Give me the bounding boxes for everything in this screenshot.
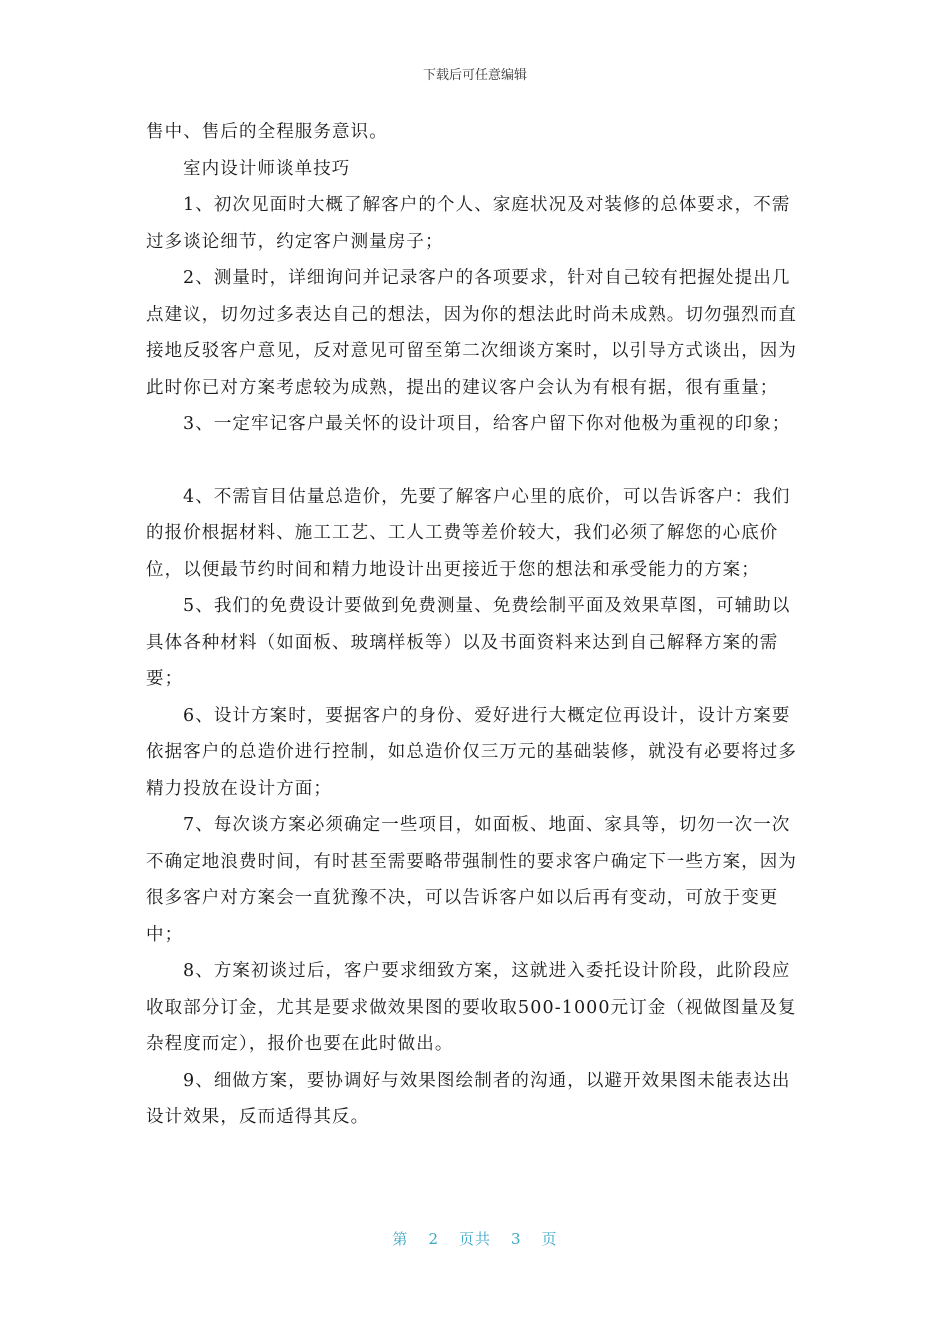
page-footer — [0, 1229, 950, 1249]
section-title: 室内设计师谈单技巧 — [183, 158, 351, 179]
footer-prefix: 第 — [392, 1230, 409, 1248]
footer-middle: 页共 — [458, 1230, 491, 1248]
paragraph-tip-9: 9、细做方案，要协调好与效果图绘制者的沟通，以避开效果图未能表达出设计效果，反而适得其反。 — [146, 1070, 791, 1127]
paragraph-tip-6: 6、设计方案时，要据客户的身份、爱好进行大概定位再设计，设计方案要依据客户的总造价进行控制，如总造价仅三万元的基础装修，就没有必要将过多精力投放在设计方面； — [146, 705, 797, 799]
page-header: 下载后可任意编辑 — [422, 68, 527, 83]
paragraph-tip-1: 1、初次见面时大概了解客户的个人、家庭状况及对装修的总体要求，不需过多谈论细节，约定客户测量房子； — [146, 195, 791, 252]
footer-suffix: 页 — [541, 1230, 558, 1248]
footer-total-pages: 3 — [511, 1230, 522, 1248]
paragraph-tip-3: 3、一定牢记客户最关怀的设计项目，给客户留下你对他极为重视的印象； — [183, 414, 791, 434]
paragraph-tip-5: 5、我们的免费设计要做到免费测量、免费绘制平面及效果草图，可辅助以具体各种材料（如面板、玻璃样板等）以及书面资料来达到自己解释方案的需要； — [146, 596, 791, 689]
paragraph-tip-4: 4、不需盲目估量总造价，先要了解客户心里的底价，可以告诉客户：我们的报价根据材料、施工工艺、工人工费等差价较大，我们必须了解您的心底价位，以便最节约时间和精力地设计出更接近于您的想法和承受能力的方案； — [146, 486, 791, 580]
paragraph-tip-8: 8、方案初谈过后，客户要求细致方案，这就进入委托设计阶段，此阶段应收取部分订金，尤其是要求做效果图的要收取500-1000元订金（视做图量及复杂程度而定），报价也要在此时做出。 — [146, 961, 797, 1054]
paragraph-continuation: 售中、售后的全程服务意识。 — [146, 122, 388, 142]
document-body — [146, 114, 806, 1136]
paragraph-tip-7: 7、每次谈方案必须确定一些项目，如面板、地面、家具等，切勿一次一次不确定地浪费时间，有时甚至需要略带强制性的要求客户确定下一些方案，因为很多客户对方案会一直犹豫不决，可以告诉客户如以后再有变动，可放于变更中； — [146, 815, 797, 945]
footer-current-page: 2 — [428, 1230, 439, 1248]
paragraph-tip-2: 2、测量时，详细询问并记录客户的各项要求，针对自己较有把握处提出几点建议，切勿过多表达自己的想法，因为你的想法此时尚未成熟。切勿强烈而直接地反驳客户意见，反对意见可留至第二次细谈方案时，以引导方式谈出，因为此时你已对方案考虑较为成熟，提出的建议客户会认为有根有据，很有重量； — [146, 268, 797, 398]
